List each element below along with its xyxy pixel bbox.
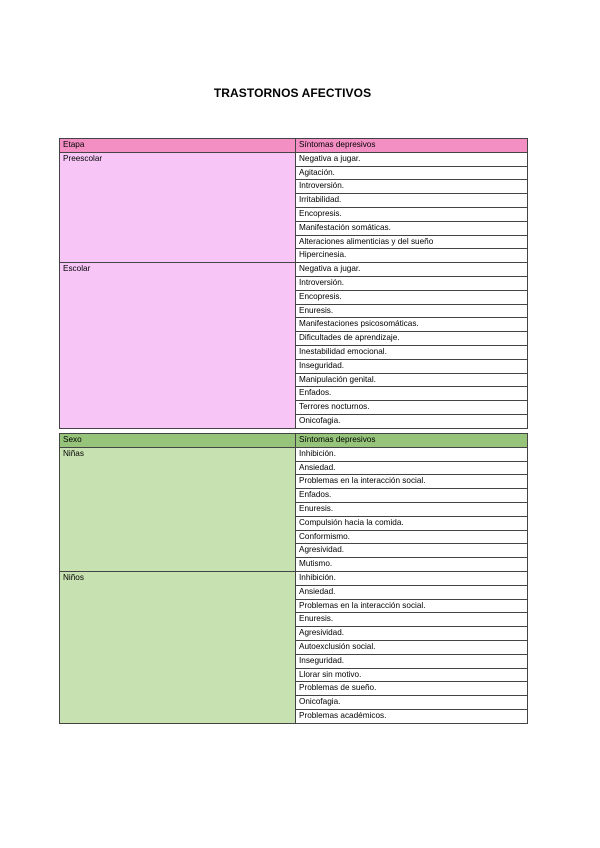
symptom-cell: Inhibición. [296,571,528,585]
table-row [60,447,528,461]
symptom-cell: Compulsión hacia la comida. [296,516,528,530]
table-row [60,571,528,585]
symptom-cell: Enfados. [296,387,528,401]
symptom-cell: Hipercinesia. [296,249,528,263]
symptom-cell: Mutismo. [296,558,528,572]
symptom-cell: Irritabilidad. [296,194,528,208]
symptom-cell: Ansiedad. [296,585,528,599]
symptom-cell: Encopresis. [296,207,528,221]
symptom-cell: Onicofagia. [296,414,528,428]
sexo-symptoms-table [59,433,528,724]
symptom-cell: Manifestaciones psicosomáticas. [296,318,528,332]
group-label: Niñas [60,447,296,571]
symptom-cell: Negativa a jugar. [296,152,528,166]
symptom-cell: Inseguridad. [296,654,528,668]
symptom-cell: Conformismo. [296,530,528,544]
table-header-row [60,139,528,153]
etapa-symptoms-table [59,138,528,429]
group-label: Escolar [60,263,296,429]
symptom-cell: Agresividad. [296,627,528,641]
symptom-cell: Encopresis. [296,290,528,304]
symptom-cell: Inestabilidad emocional. [296,345,528,359]
symptom-cell: Problemas en la interacción social. [296,599,528,613]
symptom-cell: Onicofagia. [296,696,528,710]
table-header-row [60,434,528,448]
symptom-cell: Manifestación somáticas. [296,221,528,235]
symptom-cell: Enuresis. [296,304,528,318]
symptom-cell: Agresividad. [296,544,528,558]
symptom-cell: Inseguridad. [296,359,528,373]
symptom-cell: Enuresis. [296,613,528,627]
symptom-cell: Inhibición. [296,447,528,461]
symptom-cell: Agitación. [296,166,528,180]
symptom-cell: Enfados. [296,489,528,503]
group-label: Preescolar [60,152,296,262]
symptom-cell: Autoexclusión social. [296,640,528,654]
symptom-cell: Terrores nocturnos. [296,401,528,415]
group-label: Niños [60,571,296,723]
page-title: TRASTORNOS AFECTIVOS [213,86,372,100]
symptom-cell: Enuresis. [296,502,528,516]
header-symptoms: Síntomas depresivos [296,139,528,153]
symptom-cell: Llorar sin motivo. [296,668,528,682]
symptom-cell: Dificultades de aprendizaje. [296,332,528,346]
symptom-cell: Manipulación genital. [296,373,528,387]
symptom-cell: Problemas en la interacción social. [296,475,528,489]
symptom-cell: Problemas académicos. [296,709,528,723]
symptom-cell: Alteraciones alimenticias y del sueño [296,235,528,249]
header-category: Etapa [60,139,296,153]
table-row [60,152,528,166]
symptom-cell: Introversión. [296,180,528,194]
table-row [60,263,528,277]
symptom-cell: Ansiedad. [296,461,528,475]
header-symptoms: Síntomas depresivos [296,434,528,448]
symptom-cell: Negativa a jugar. [296,263,528,277]
symptom-cell: Introversión. [296,276,528,290]
header-category: Sexo [60,434,296,448]
symptom-cell: Problemas de sueño. [296,682,528,696]
